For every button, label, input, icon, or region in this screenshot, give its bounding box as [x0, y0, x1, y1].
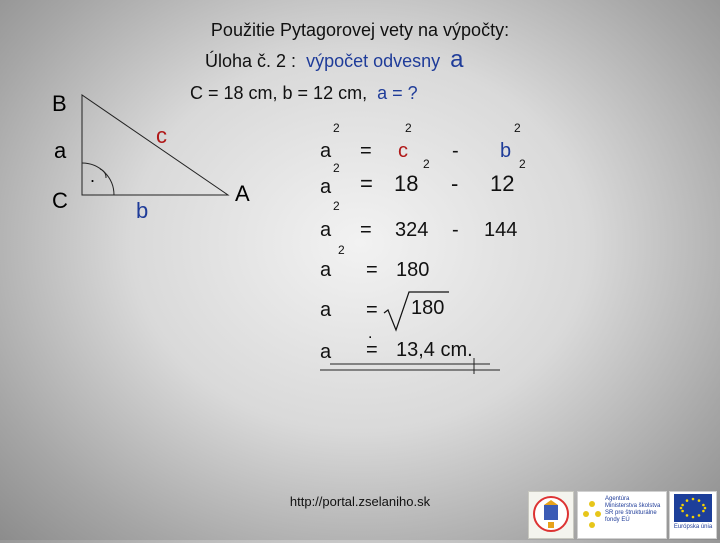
equation-term-144: 144 [484, 219, 518, 241]
equals-sign: = [366, 299, 378, 321]
given-known-values: C = 18 cm, b = 12 cm, [190, 83, 368, 103]
minus-sign: - [452, 219, 459, 241]
given-unknown: a = ? [377, 83, 418, 103]
equation-term-12: 12 [490, 171, 515, 196]
task-variable: a [450, 46, 464, 73]
eu-logo-text: Európska únia [673, 524, 713, 530]
task-number: Úloha č. 2 : [205, 51, 297, 71]
exponent: 2 [333, 121, 340, 135]
radicand-180: 180 [411, 297, 445, 319]
approx-dot: . [368, 325, 373, 342]
equals-sign: = [366, 259, 378, 281]
exponent: 2 [423, 157, 430, 171]
page-title: Použitie Pytagorovej vety na výpočty: [210, 20, 510, 40]
equation-lhs: a [320, 299, 332, 321]
equation-term-c: c [398, 140, 408, 162]
exponent: 2 [514, 121, 521, 135]
exponent: 2 [519, 157, 526, 171]
equation-lhs: a [320, 176, 332, 198]
equals-sign: = [366, 339, 378, 361]
equation-term-18: 18 [394, 171, 419, 196]
task-description: výpočet odvesny [306, 51, 441, 71]
exponent: 2 [333, 161, 340, 175]
side-b-label: b [136, 198, 149, 223]
equation-term-180: 180 [396, 259, 430, 281]
minus-sign: - [452, 140, 459, 162]
side-a-label: a [54, 138, 67, 163]
equation-term-b: b [500, 140, 512, 162]
eu-logo [669, 491, 717, 539]
equation-term-324: 324 [395, 219, 429, 241]
exponent: 2 [333, 199, 340, 213]
minus-sign: - [451, 171, 459, 196]
equals-sign: = [360, 219, 372, 241]
equals-sign: = [360, 171, 373, 196]
footer-url: http://portal.zselaniho.sk [289, 494, 431, 509]
eu-flag-icon [674, 494, 712, 522]
exponent: 2 [405, 121, 412, 135]
vertex-c-label: C [52, 188, 68, 213]
school-emblem-logo [528, 491, 574, 539]
agency-logo-text: Agentúra Ministerstva školstva SR pre štrukturálne fondy EÚ [605, 496, 661, 523]
side-c-label: c [156, 123, 167, 148]
vertex-b-label: B [52, 91, 67, 116]
equals-sign: = [360, 140, 372, 162]
school-emblem-icon [529, 492, 573, 538]
right-angle-dot: . [90, 166, 96, 186]
agency-logo [577, 491, 667, 539]
agency-stars-icon [580, 496, 604, 534]
equation-lhs: a [320, 259, 332, 281]
equation-lhs: a [320, 219, 332, 241]
equation-lhs: a [320, 140, 332, 162]
equation-lhs: a [320, 341, 332, 363]
vertex-a-label: A [235, 181, 250, 206]
result-value: 13,4 cm. [396, 339, 473, 361]
exponent: 2 [338, 243, 345, 257]
